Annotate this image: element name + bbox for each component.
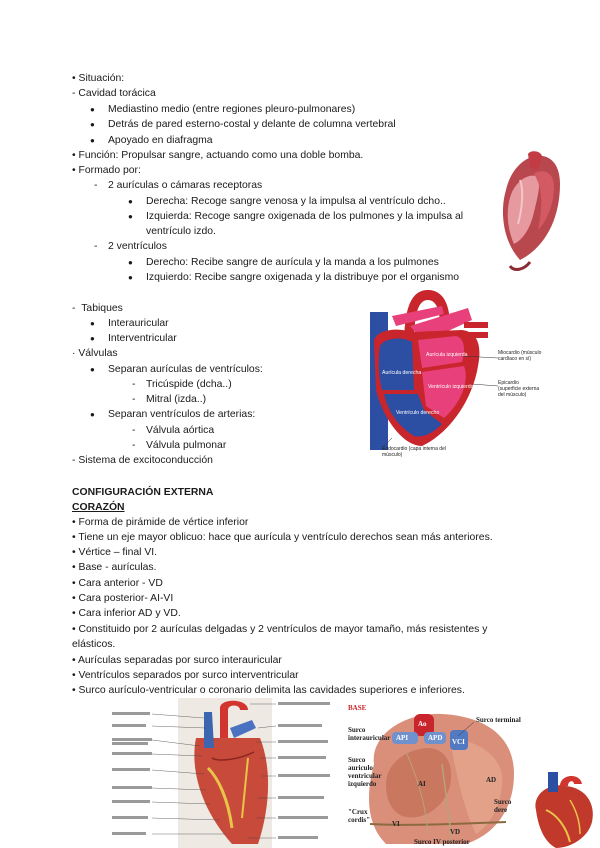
label-vci: VCI: [452, 738, 465, 746]
text-tabiques: - Tabiques: [72, 303, 123, 314]
label-apd: APD: [428, 734, 443, 742]
heart-base-anatomy: [346, 704, 522, 848]
text-situacion: • Situación:: [72, 73, 125, 84]
heart-corner-icon: [526, 770, 600, 848]
label-surco-dere: Surco dere: [494, 798, 512, 814]
bullet-mediastino: ● Mediastino medio (entre regiones pleuro-pulmonares): [108, 103, 355, 117]
label-epicardio: Epicardio (superficie externa del músculo): [498, 380, 540, 398]
text-funcion: • Función: Propulsar sangre, actuando como una doble bomba.: [72, 150, 364, 161]
bullet-izquierda: ● Izquierda: Recoge sangre oxigenada de los pulmones y la impulsa al: [146, 210, 463, 224]
label-ventriculo-izquierdo: Ventrículo izquierdo: [428, 384, 474, 390]
bullet-detras: ● Detrás de pared esterno-costal y delante de columna vertebral: [108, 118, 396, 132]
heart-chambers-icon: [352, 286, 542, 458]
label-auricula-izquierda: Aurícula izquierda: [426, 352, 468, 358]
label-crux-cordis: "Crux cordis": [348, 808, 371, 824]
dash-mitral: - Mitral (izda..): [146, 393, 206, 407]
text-surco-coronario: • Surco aurículo-ventricular o coronario delimita las cavidades superiores e inferiores.: [72, 685, 465, 696]
heart-external-icon: [108, 698, 334, 848]
text-vertice: • Vértice – final VI.: [72, 547, 158, 558]
label-surco-interauricular: Surco interauricular: [348, 726, 391, 742]
label-api: API: [396, 734, 409, 742]
label-miocardio: Miocardio (músculo cardíaco en sí): [498, 350, 542, 362]
heart-section-icon: [500, 150, 562, 274]
bullet-derecho: ● Derecho: Recibe sangre de aurícula y la manda a los pulmones: [146, 256, 439, 270]
label-vd: VD: [450, 828, 461, 836]
bullet-separan-ventriculos: ● Separan ventrículos de arterias:: [108, 408, 255, 422]
label-base: BASE: [348, 704, 367, 712]
text-formado: • Formado por:: [72, 165, 141, 176]
bullet-interauricular: ● Interauricular: [108, 317, 169, 331]
dash-ventriculos: - 2 ventrículos: [108, 240, 167, 254]
bullet-derecha: ● Derecha: Recoge sangre venosa y la impulsa al ventrículo dcho..: [146, 195, 446, 209]
text-elasticos: elásticos.: [72, 639, 116, 650]
bullet-izquierdo: ● Izquierdo: Recibe sangre oxigenada y la distribuye por el organismo: [146, 271, 459, 285]
bullet-separan-auriculas: ● Separan aurículas de ventrículos:: [108, 363, 263, 377]
dash-pulmonar: - Válvula pulmonar: [146, 439, 226, 453]
heading-configuracion: CONFIGURACIÓN EXTERNA: [72, 487, 214, 498]
bullet-diafragma: ● Apoyado en diafragma: [108, 134, 213, 148]
dash-aortica: - Válvula aórtica: [146, 424, 214, 438]
bullet-interventricular: ● Interventricular: [108, 332, 177, 346]
text-cara-inferior: • Cara inferior AD y VD.: [72, 608, 181, 619]
heart-corner-illustration: [526, 770, 600, 848]
text-valvulas: · Válvulas: [72, 348, 118, 359]
dash-auriculas: - 2 aurículas o cámaras receptoras: [108, 179, 262, 193]
text-cavidad: - Cavidad torácica: [72, 88, 156, 99]
text-piramide: • Forma de pirámide de vértice inferior: [72, 517, 249, 528]
label-endocardio: Endocardio (capa interna del músculo): [382, 446, 446, 458]
text-constituido: • Constituido por 2 aurículas delgadas y 2 ventrículos de mayor tamaño, más resistentes y: [72, 624, 488, 635]
label-auricula-derecha: Aurícula derecha: [382, 370, 422, 376]
text-auriculas-separadas: • Aurículas separadas por surco interauricular: [72, 655, 282, 666]
heart-chambers-diagram: [352, 286, 542, 458]
heart-external-anatomy: [108, 698, 334, 848]
text-eje: • Tiene un eje mayor oblicuo: hace que aurícula y ventrículo derechos sean más anteriores.: [72, 532, 493, 543]
tabiques-label: Tabiques: [81, 303, 123, 314]
label-ventriculo-derecho: Ventrículo derecho: [396, 410, 440, 416]
text-ventriculos-separados: • Ventrículos separados por surco interventricular: [72, 670, 299, 681]
text-sistema: - Sistema de excitoconducción: [72, 455, 213, 466]
label-ai: AI: [418, 780, 426, 788]
text-base: • Base - aurículas.: [72, 562, 157, 573]
label-surco-iv-posterior: Surco IV posterior: [414, 838, 470, 846]
label-surco-terminal: Surco terminal: [476, 716, 521, 724]
label-surco-auriculo-ventricular: Surco auriculo ventricular izquierdo: [348, 756, 382, 788]
text-ventriculo-izdo: ventrículo izdo.: [146, 226, 216, 237]
label-vi: VI: [392, 820, 400, 828]
dash-tricuspide: - Tricúspide (dcha..): [146, 378, 232, 392]
text-cara-anterior: • Cara anterior - VD: [72, 578, 163, 589]
label-ao: Ao: [418, 720, 427, 728]
label-ad: AD: [486, 776, 497, 784]
heart-section-illustration: [500, 150, 562, 274]
text-cara-posterior: • Cara posterior- AI-VI: [72, 593, 174, 604]
heading-corazon: CORAZÓN: [72, 502, 125, 513]
